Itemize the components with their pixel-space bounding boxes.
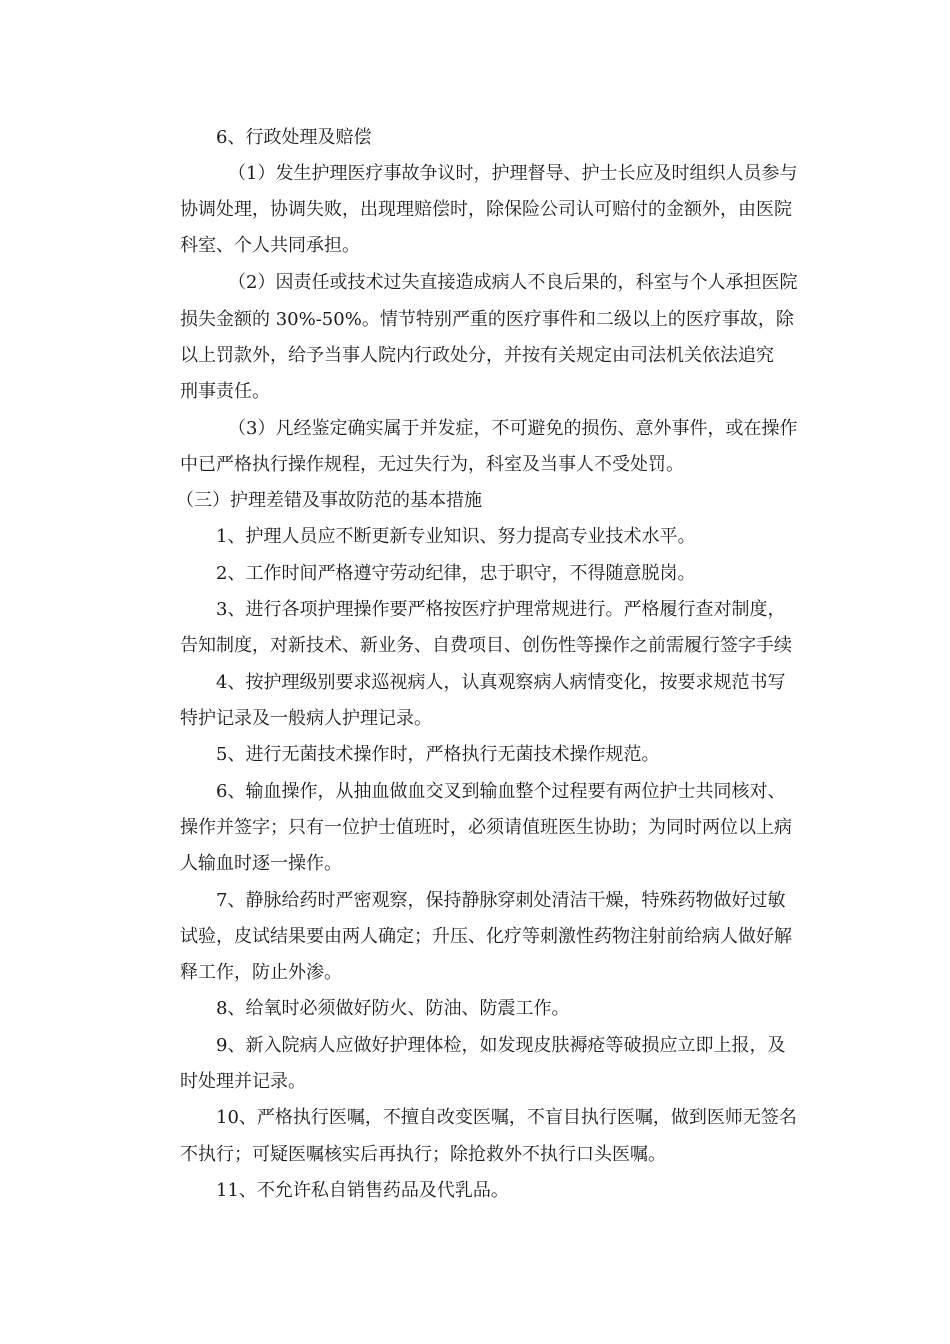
paragraph-2-line-4: 刑事责任。 <box>180 381 270 402</box>
item-4-line-2: 特护记录及一般病人护理记录。 <box>180 708 432 729</box>
item-9-line-1: 9、新入院病人应做好护理体检，如发现皮肤褥疮等破损应立即上报，及 <box>216 1035 786 1056</box>
paragraph-1-line-3: 科室、个人共同承担。 <box>180 235 360 256</box>
paragraph-2-line-2: 损失金额的 30%-50%。情节特别严重的医疗事件和二级以上的医疗事故，除 <box>180 309 794 330</box>
item-11: 11、不允许私自销售药品及代乳品。 <box>216 1180 509 1201</box>
paragraph-2-line-1: （2）因责任或技术过失直接造成病人不良后果的，科室与个人承担医院 <box>228 272 798 293</box>
item-3-line-1: 3、进行各项护理操作要严格按医疗护理常规进行。严格履行查对制度， <box>216 599 786 620</box>
item-8: 8、给氧时必须做好防火、防油、防震工作。 <box>216 998 570 1019</box>
item-7-line-3: 释工作，防止外渗。 <box>180 962 342 983</box>
paragraph-3-line-2: 中已严格执行操作规程，无过失行为，科室及当事人不受处罚。 <box>180 454 684 475</box>
item-6-line-1: 6、输血操作，从抽血做血交叉到输血整个过程要有两位护士共同核对、 <box>216 781 786 802</box>
item-7-line-1: 7、静脉给药时严密观察，保持静脉穿刺处清洁干燥，特殊药物做好过敏 <box>216 890 786 911</box>
item-7-line-2: 试验，皮试结果要由两人确定；升压、化疗等刺激性药物注射前给病人做好解 <box>180 926 792 947</box>
item-2: 2、工作时间严格遵守劳动纪律，忠于职守，不得随意脱岗。 <box>216 563 696 584</box>
item-1: 1、护理人员应不断更新专业知识、努力提高专业技术水平。 <box>216 526 696 547</box>
item-3-line-2: 告知制度，对新技术、新业务、自费项目、创伤性等操作之前需履行签字手续 <box>180 635 792 656</box>
item-6-line-2: 操作并签字；只有一位护士值班时，必须请值班医生协助；为同时两位以上病 <box>180 817 792 838</box>
paragraph-1-line-1: （1）发生护理医疗事故争议时，护理督导、护士长应及时组织人员参与 <box>228 163 798 184</box>
heading-administrative-handling: 6、行政处理及赔偿 <box>216 127 372 148</box>
item-6-line-3: 人输血时逐一操作。 <box>180 853 342 874</box>
paragraph-2-line-3: 以上罚款外，给予当事人院内行政处分，并按有关规定由司法机关依法追究 <box>180 345 774 366</box>
section-heading-prevention-measures: （三）护理差错及事故防范的基本措施 <box>176 490 482 511</box>
paragraph-3-line-1: （3）凡经鉴定确实属于并发症，不可避免的损伤、意外事件，或在操作 <box>228 418 798 439</box>
item-5: 5、进行无菌技术操作时，严格执行无菌技术操作规范。 <box>216 744 660 765</box>
item-10-line-1: 10、严格执行医嘱，不擅自改变医嘱，不盲目执行医嘱，做到医师无签名 <box>216 1107 797 1128</box>
item-10-line-2: 不执行；可疑医嘱核实后再执行；除抢救外不执行口头医嘱。 <box>180 1144 666 1165</box>
item-9-line-2: 时处理并记录。 <box>180 1071 306 1092</box>
paragraph-1-line-2: 协调处理，协调失败，出现理赔偿时，除保险公司认可赔付的金额外，由医院 <box>180 199 792 220</box>
item-4-line-1: 4、按护理级别要求巡视病人，认真观察病人病情变化，按要求规范书写 <box>216 672 786 693</box>
